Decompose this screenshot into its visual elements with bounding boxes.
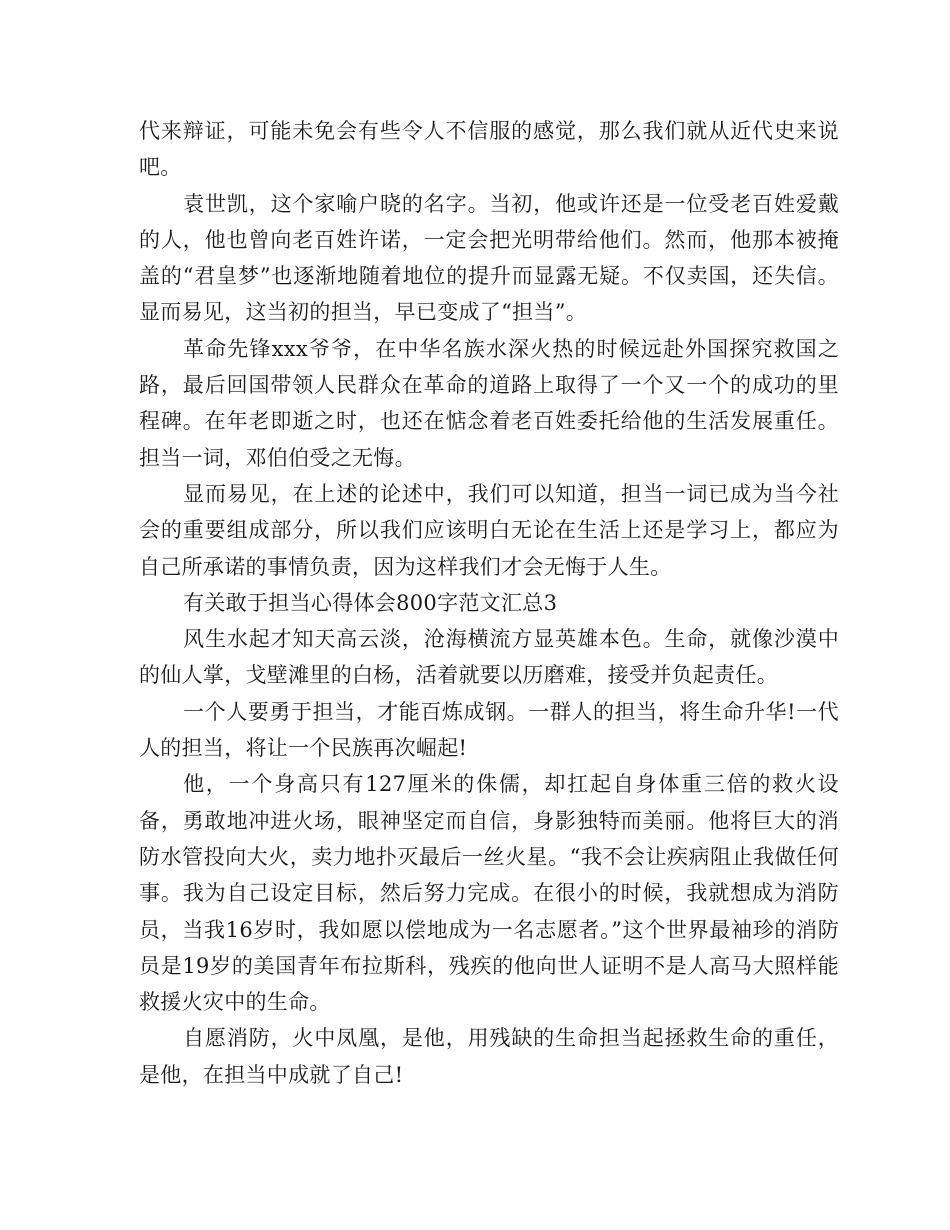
paragraph-conclusion: 显而易见，在上述的论述中，我们可以知道，担当一词已成为当今社会的重要组成部分，所以我们应该明白无论在生活上还是学习上，都应为自己所承诺的事情负责，因为这样我们才会无悔于人生。 [139, 481, 839, 579]
paragraph-revolution-pioneer: 革命先锋xxx爷爷，在中华名族水深火热的时候远赴外国探究救国之路，最后回国带领人民群众在革命的道路上取得了一个又一个的成功的里程碑。在年老即逝之时，也还在惦念着老百姓委托给他的生活发展重任。担当一词，邓伯伯受之无悔。 [139, 336, 839, 470]
paragraph-closing: 自愿消防，火中凤凰，是他，用残缺的生命担当起拯救生命的重任，是他，在担当中成就了自己! [139, 1026, 839, 1087]
document-page [139, 113, 839, 1093]
paragraph-courage: 一个人要勇于担当，才能百炼成钢。一群人的担当，将生命升华!一代人的担当，将让一个民族再次崛起! [139, 699, 839, 761]
paragraph-continuation: 代来辩证，可能未免会有些令人不信服的感觉，那么我们就从近代史来说吧。 [139, 119, 839, 180]
paragraph-opening: 风生水起才知天高云淡，沧海横流方显英雄本色。生命，就像沙漠中的仙人掌，戈壁滩里的白杨，活着就要以历磨难，接受并负起责任。 [139, 627, 839, 688]
paragraph-firefighter: 他，一个身高只有127厘米的侏儒，却扛起自身体重三倍的救火设备，勇敢地冲进火场，眼神坚定而自信，身影独特而美丽。他将巨大的消防水管投向大火，卖力地扑灭最后一丝火星。“我不会让疾病阻止我做任何事。我为自己设定目标，然后努力完成。在很小的时候，我就想成为消防员，当我16岁时，我如愿以偿地成为一名志愿者。”这个世界最袖珍的消防员是19岁的美国青年布拉斯科，残疾的他向世人证明不是人高马大照样能救援火灾中的生命。 [139, 772, 839, 1015]
section-heading: 有关敢于担当心得体会800字范文汇总3 [183, 590, 558, 615]
paragraph-yuan-shikai: 袁世凯，这个家喻户晓的名字。当初，他或许还是一位受老百姓爱戴的人，他也曾向老百姓许诺，一定会把光明带给他们。然而，他那本被掩盖的“君皇梦”也逐渐地随着地位的提升而显露无疑。不仅卖国，还失信。显而易见，这当初的担当，早已变成了“担当”。 [139, 191, 839, 325]
